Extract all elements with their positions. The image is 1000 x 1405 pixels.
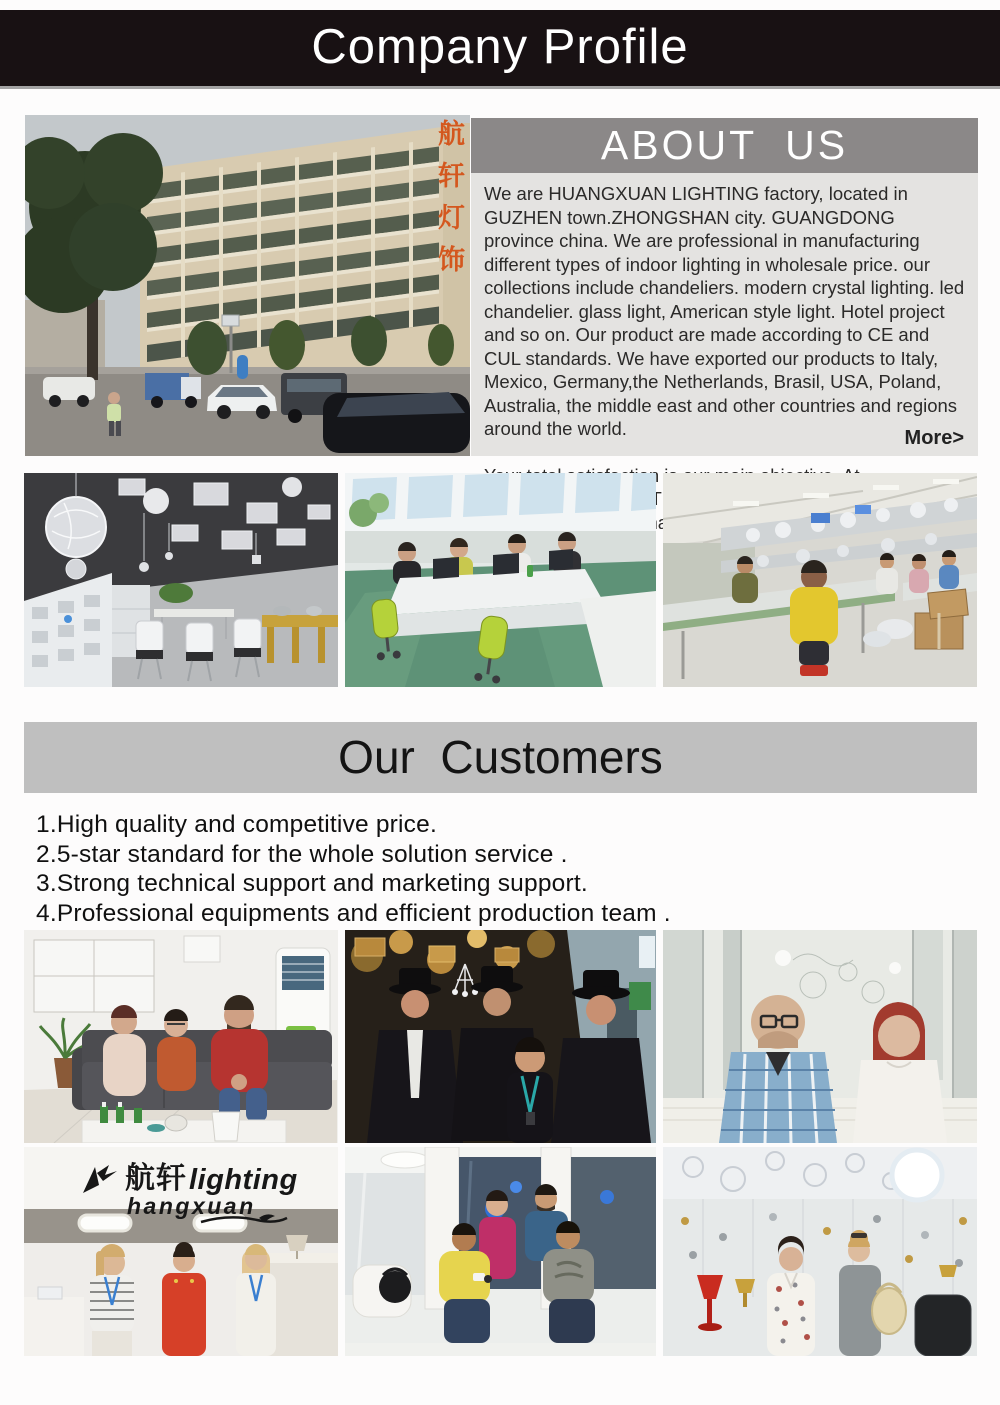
- bird-logo-icon: [79, 1163, 123, 1197]
- logo-hangxuan-text: hangxuan: [127, 1193, 256, 1219]
- workshop-illustration: [663, 473, 977, 687]
- about-us-heading: ABOUT US: [600, 122, 849, 168]
- point-3: 3.Strong technical support and marketing support.: [36, 870, 588, 897]
- woman-white-top: [236, 1244, 276, 1356]
- couple-illustration: [663, 930, 977, 1143]
- customer-hats-photo: [345, 930, 656, 1143]
- factory-illustration: [25, 115, 470, 456]
- customer-points-list: [36, 810, 671, 928]
- showroom-illustration: [24, 473, 338, 687]
- our-customers-heading: Our Customers: [338, 731, 663, 783]
- hats-illustration: [345, 930, 656, 1143]
- logo-chinese-text: 航轩: [125, 1162, 187, 1195]
- customer-two-women-photo: [663, 1147, 977, 1356]
- meeting-illustration: [24, 930, 338, 1143]
- page-header: [0, 10, 1000, 89]
- building-vertical-sign: 航轩灯饰: [434, 119, 464, 287]
- customer-meeting-photo: [24, 930, 338, 1143]
- about-us-body: [471, 173, 978, 533]
- logo-lighting-text: lighting: [189, 1164, 298, 1196]
- showroom-photo: [24, 473, 338, 687]
- office-illustration: [345, 473, 656, 687]
- about-paragraph-1: We are HUANGXUAN LIGHTING factory, located in GUZHEN town.ZHONGSHAN city. GUANGDONG province china. We are professional in manufacturing different types of indoor lighting in wholesale price. our collections include chandeliers. modern crystal lighting. led chandelier. glass light, American style light. Hotel project and so on. Our product are made according to CE and CUL standards. We have exported our products to Italy, Mexico, Germany,the Netherlands, Brasil, USA, Poland, Australia, the middle east and other countries and regions around the world.: [484, 183, 965, 439]
- point-1: 1.High quality and competitive price.: [36, 811, 437, 838]
- more-link[interactable]: More>: [904, 426, 964, 449]
- women: [90, 1242, 276, 1356]
- our-customers-banner: [24, 722, 977, 793]
- about-paragraph-2: that: [642, 511, 674, 533]
- page-title: Company Profile: [311, 20, 689, 74]
- office-photo: [345, 473, 656, 687]
- two-women-illustration: [663, 1147, 977, 1356]
- customer-logo-showroom-photo: [24, 1147, 338, 1356]
- workshop-photo: [663, 473, 977, 687]
- point-2: 2.5-star standard for the whole solution service .: [36, 840, 568, 868]
- point-4: 4.Professional equipments and efficient production team .: [36, 899, 671, 927]
- customer-couple-photo: [663, 930, 977, 1143]
- hangxuan-logo: [79, 1153, 309, 1228]
- customer-four-photo: [345, 1147, 656, 1356]
- pedestrian: [107, 392, 121, 436]
- about-us-header: [471, 118, 978, 173]
- factory-photo: [25, 115, 470, 456]
- four-customers-illustration: [345, 1147, 656, 1356]
